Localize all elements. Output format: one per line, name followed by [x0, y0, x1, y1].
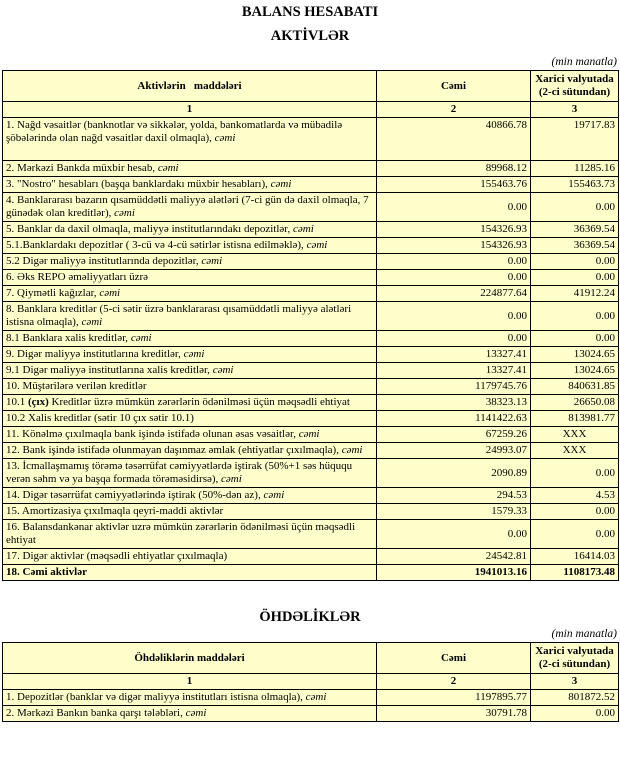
row-label-part: cəmi — [183, 348, 205, 360]
cell-total: 0.00 — [377, 193, 531, 222]
table-row — [3, 427, 619, 443]
cell-foreign-currency: 19717.83 — [531, 118, 619, 161]
row-label-part: 6. Əks REPO əməliyyatları üzrə — [6, 271, 149, 283]
row-label — [3, 549, 377, 565]
cell-foreign-currency: 41912.24 — [531, 286, 619, 302]
row-label-part: 18. Cəmi aktivlər — [6, 566, 87, 578]
table-row — [3, 395, 619, 411]
cell-foreign-currency: 1108173.48 — [531, 565, 619, 581]
cell-foreign-currency: 0.00 — [531, 459, 619, 488]
row-label — [3, 286, 377, 302]
unit-note-assets: (min manatla) — [551, 56, 617, 68]
cell-foreign-currency: XXX — [531, 443, 619, 459]
table-row — [3, 411, 619, 427]
column-number-1: 1 — [3, 674, 377, 690]
cell-foreign-currency: 0.00 — [531, 254, 619, 270]
cell-total: 0.00 — [377, 331, 531, 347]
row-label-part: 10.2 Xalis kreditlər (sətir 10 çıx sətir 10.1) — [6, 412, 194, 424]
row-label-part: 13. İcmallaşmamış törəmə təsərrüfat cəmiyyətlərdə iştirak (50%+1 səs hüququ verən səhm və ya başqa formada törəməsidirsə), — [6, 460, 353, 485]
row-label — [3, 411, 377, 427]
liabilities-table — [2, 642, 619, 722]
liabilities-table-body — [3, 690, 619, 722]
table-row — [3, 363, 619, 379]
row-label — [3, 331, 377, 347]
table-row — [3, 118, 619, 161]
row-label-part: 8.1 Banklara xalis kreditlər, — [6, 332, 131, 344]
row-label — [3, 254, 377, 270]
column-numbers-row — [3, 102, 619, 118]
row-label-part: cəmi — [130, 332, 152, 344]
cell-total: 13327.41 — [377, 347, 531, 363]
row-label — [3, 504, 377, 520]
cell-foreign-currency: 0.00 — [531, 302, 619, 331]
row-label-part: 5.2 Digər maliyyə institutlarında depozitlər, — [6, 255, 202, 267]
row-label-part: cəmi — [293, 223, 314, 235]
row-label-part: cəmi — [201, 255, 223, 267]
row-label-part: cəmi — [157, 162, 179, 174]
row-label-part: 8. Banklara kreditlər (5-ci sətir üzrə banklararası qısamüddətli maliyyə alətləri istisna olmaqla), — [6, 303, 352, 328]
cell-total: 89968.12 — [377, 161, 531, 177]
table-row — [3, 488, 619, 504]
row-label-part: cəmi — [305, 691, 327, 703]
column-numbers-row — [3, 674, 619, 690]
table-row — [3, 379, 619, 395]
row-label — [3, 118, 377, 161]
row-label — [3, 302, 377, 331]
row-label — [3, 395, 377, 411]
column-header-items: Aktivlərin maddələri — [3, 71, 377, 102]
row-label-part: 15. Amortizasiya çıxılmaqla qeyri-maddi aktivlər — [6, 505, 224, 517]
row-label — [3, 427, 377, 443]
cell-total: 154326.93 — [377, 222, 531, 238]
row-label-part: 9.1 Digər maliyyə institutlarına xalis kreditlər, — [6, 364, 213, 376]
row-label-part: 10.1 — [6, 396, 28, 408]
row-label-part: cəmi — [270, 178, 292, 190]
assets-table — [2, 70, 619, 581]
cell-total: 24542.81 — [377, 549, 531, 565]
row-label — [3, 270, 377, 286]
column-header-items: Öhdəliklərin maddələri — [3, 643, 377, 674]
row-label — [3, 238, 377, 254]
table-row — [3, 238, 619, 254]
row-label-part: 7. Qiymətli kağızlar, — [6, 287, 100, 299]
row-label — [3, 706, 377, 722]
cell-total: 1141422.63 — [377, 411, 531, 427]
cell-total: 13327.41 — [377, 363, 531, 379]
row-label — [3, 161, 377, 177]
cell-foreign-currency: 813981.77 — [531, 411, 619, 427]
cell-foreign-currency: 0.00 — [531, 520, 619, 549]
table-row — [3, 286, 619, 302]
cell-foreign-currency: 13024.65 — [531, 347, 619, 363]
row-label-part: 9. Digər maliyyə institutlarına kreditlər, — [6, 348, 184, 360]
cell-total: 294.53 — [377, 488, 531, 504]
balance-report-page — [0, 4, 620, 722]
cell-foreign-currency: 16414.03 — [531, 549, 619, 565]
cell-foreign-currency: XXX — [531, 427, 619, 443]
column-header-foreign-currency: Xarici valyutada (2-ci sütundan) — [531, 643, 619, 674]
cell-foreign-currency: 36369.54 — [531, 238, 619, 254]
row-label-part: 12. Bank işində istifadə olunmayan daşınmaz əmlak (ehtiyatlar çıxılmaqla), — [6, 444, 342, 456]
row-label — [3, 177, 377, 193]
row-label-part: 2. Mərkəzi Bankın banka qarşı tələbləri, — [6, 707, 186, 719]
row-label — [3, 443, 377, 459]
table-row — [3, 520, 619, 549]
column-number-1: 1 — [3, 102, 377, 118]
row-label-part: cəmi — [81, 316, 103, 328]
table-row — [3, 331, 619, 347]
row-label-part: cəmi — [99, 287, 121, 299]
cell-foreign-currency: 0.00 — [531, 706, 619, 722]
table-row — [3, 161, 619, 177]
table-row — [3, 549, 619, 565]
row-label-part: cəmi — [306, 239, 328, 251]
row-label-part: 17. Digər aktivlər (məqsədli ehtiyatlar çıxılmaqla) — [6, 550, 228, 562]
row-label-part: cəmi — [221, 473, 242, 485]
column-number-2: 2 — [377, 674, 531, 690]
row-label-part: 10. Müştərilərə verilən kreditlər — [6, 380, 147, 392]
column-number-3: 3 — [531, 102, 619, 118]
table-row — [3, 504, 619, 520]
assets-table-header — [3, 71, 619, 118]
table-row — [3, 222, 619, 238]
cell-total: 0.00 — [377, 520, 531, 549]
cell-total: 154326.93 — [377, 238, 531, 254]
column-number-2: 2 — [377, 102, 531, 118]
table-row — [3, 347, 619, 363]
cell-foreign-currency: 4.53 — [531, 488, 619, 504]
row-label-part: 2. Mərkəzi Bankda müxbir hesab, — [6, 162, 158, 174]
cell-total: 67259.26 — [377, 427, 531, 443]
cell-foreign-currency: 0.00 — [531, 193, 619, 222]
assets-table-body — [3, 118, 619, 581]
table-row — [3, 177, 619, 193]
row-label-part: cəmi — [298, 428, 320, 440]
row-label — [3, 488, 377, 504]
row-label — [3, 347, 377, 363]
table-row — [3, 193, 619, 222]
cell-foreign-currency: 36369.54 — [531, 222, 619, 238]
row-label-part: cəmi — [341, 444, 363, 456]
section-title-assets: AKTİVLƏR — [270, 28, 350, 44]
row-label — [3, 459, 377, 488]
row-label — [3, 690, 377, 706]
table-row — [3, 565, 619, 581]
table-row — [3, 254, 619, 270]
row-label-part: cəmi — [114, 207, 135, 219]
row-label-part: 5.1.Banklardakı depozitlər ( 3-cü və 4-cü sətirlər istisna edilməklə), — [6, 239, 307, 251]
liabilities-table-header — [3, 643, 619, 690]
cell-foreign-currency: 801872.52 — [531, 690, 619, 706]
section-title-liabilities: ÖHDƏLİKLƏR — [259, 609, 361, 625]
row-label — [3, 379, 377, 395]
cell-total: 1941013.16 — [377, 565, 531, 581]
table-row — [3, 459, 619, 488]
cell-total: 1197895.77 — [377, 690, 531, 706]
row-label-part: 11. Könəlmə çıxılmaqla bank işində istifadə olunan əsas vəsaitlər, — [6, 428, 299, 440]
table-row — [3, 443, 619, 459]
cell-total: 30791.78 — [377, 706, 531, 722]
document-title: BALANS HESABATI — [241, 4, 379, 20]
cell-total: 1179745.76 — [377, 379, 531, 395]
cell-total: 24993.07 — [377, 443, 531, 459]
row-label-part: 16. Balansdankənar aktivlər uzrə mümkün zərərlərin ödənilməsi üçün məqsədli ehtiyat — [6, 521, 356, 546]
table-row — [3, 302, 619, 331]
column-header-foreign-currency: Xarici valyutada (2-ci sütundan) — [531, 71, 619, 102]
unit-note-liabilities: (min manatla) — [551, 628, 617, 640]
row-label — [3, 520, 377, 549]
cell-total: 0.00 — [377, 254, 531, 270]
row-label-part: 1. Nağd vəsaitlər (banknotlar və sikkələr, yolda, bankomatlarda və mübadilə şöbələrində olan nağd vəsaitlər daxil olmaqla), — [6, 119, 343, 144]
row-label-part: Kreditlər üzrə mümkün zərərlərin ödənilməsi üçün məqsədli ehtiyat — [48, 396, 350, 408]
table-row — [3, 706, 619, 722]
cell-total: 2090.89 — [377, 459, 531, 488]
cell-foreign-currency: 0.00 — [531, 504, 619, 520]
row-label-part: 4. Banklararası bazarın qısamüddətli maliyyə alətləri (7-ci gün də daxil olmaqla, 7 günədək olan kreditlər), — [6, 194, 369, 219]
cell-total: 40866.78 — [377, 118, 531, 161]
row-label-part: (çıx) — [28, 396, 49, 408]
table-row — [3, 690, 619, 706]
row-label-part: 3. "Nostro" hesabları (başqa banklardakı müxbir hesabları), — [6, 178, 271, 190]
row-label-part: cəmi — [263, 489, 285, 501]
cell-total: 155463.76 — [377, 177, 531, 193]
column-header-total: Cəmi — [377, 71, 531, 102]
cell-foreign-currency: 840631.85 — [531, 379, 619, 395]
row-label-part: 1. Depozitlər (banklar və digər maliyyə institutları istisna olmaqla), — [6, 691, 306, 703]
row-label — [3, 363, 377, 379]
row-label-part: 5. Banklar da daxil olmaqla, maliyyə institutlarındakı depozitlər, — [6, 223, 294, 235]
cell-total: 0.00 — [377, 302, 531, 331]
row-label-part: cəmi — [185, 707, 207, 719]
header-row — [3, 71, 619, 102]
cell-total: 224877.64 — [377, 286, 531, 302]
row-label-part: cəmi — [212, 364, 234, 376]
cell-foreign-currency: 13024.65 — [531, 363, 619, 379]
cell-foreign-currency: 11285.16 — [531, 161, 619, 177]
column-number-3: 3 — [531, 674, 619, 690]
cell-total: 38323.13 — [377, 395, 531, 411]
cell-foreign-currency: 26650.08 — [531, 395, 619, 411]
cell-total: 0.00 — [377, 270, 531, 286]
row-label-part: cəmi — [214, 132, 236, 144]
cell-foreign-currency: 0.00 — [531, 331, 619, 347]
cell-foreign-currency: 0.00 — [531, 270, 619, 286]
table-row — [3, 270, 619, 286]
row-label — [3, 565, 377, 581]
row-label-part: 14. Digər təsərrüfat cəmiyyətlərində iştirak (50%-dən az), — [6, 489, 264, 501]
row-label — [3, 222, 377, 238]
cell-total: 1579.33 — [377, 504, 531, 520]
column-header-total: Cəmi — [377, 643, 531, 674]
cell-foreign-currency: 155463.73 — [531, 177, 619, 193]
header-row — [3, 643, 619, 674]
row-label — [3, 193, 377, 222]
